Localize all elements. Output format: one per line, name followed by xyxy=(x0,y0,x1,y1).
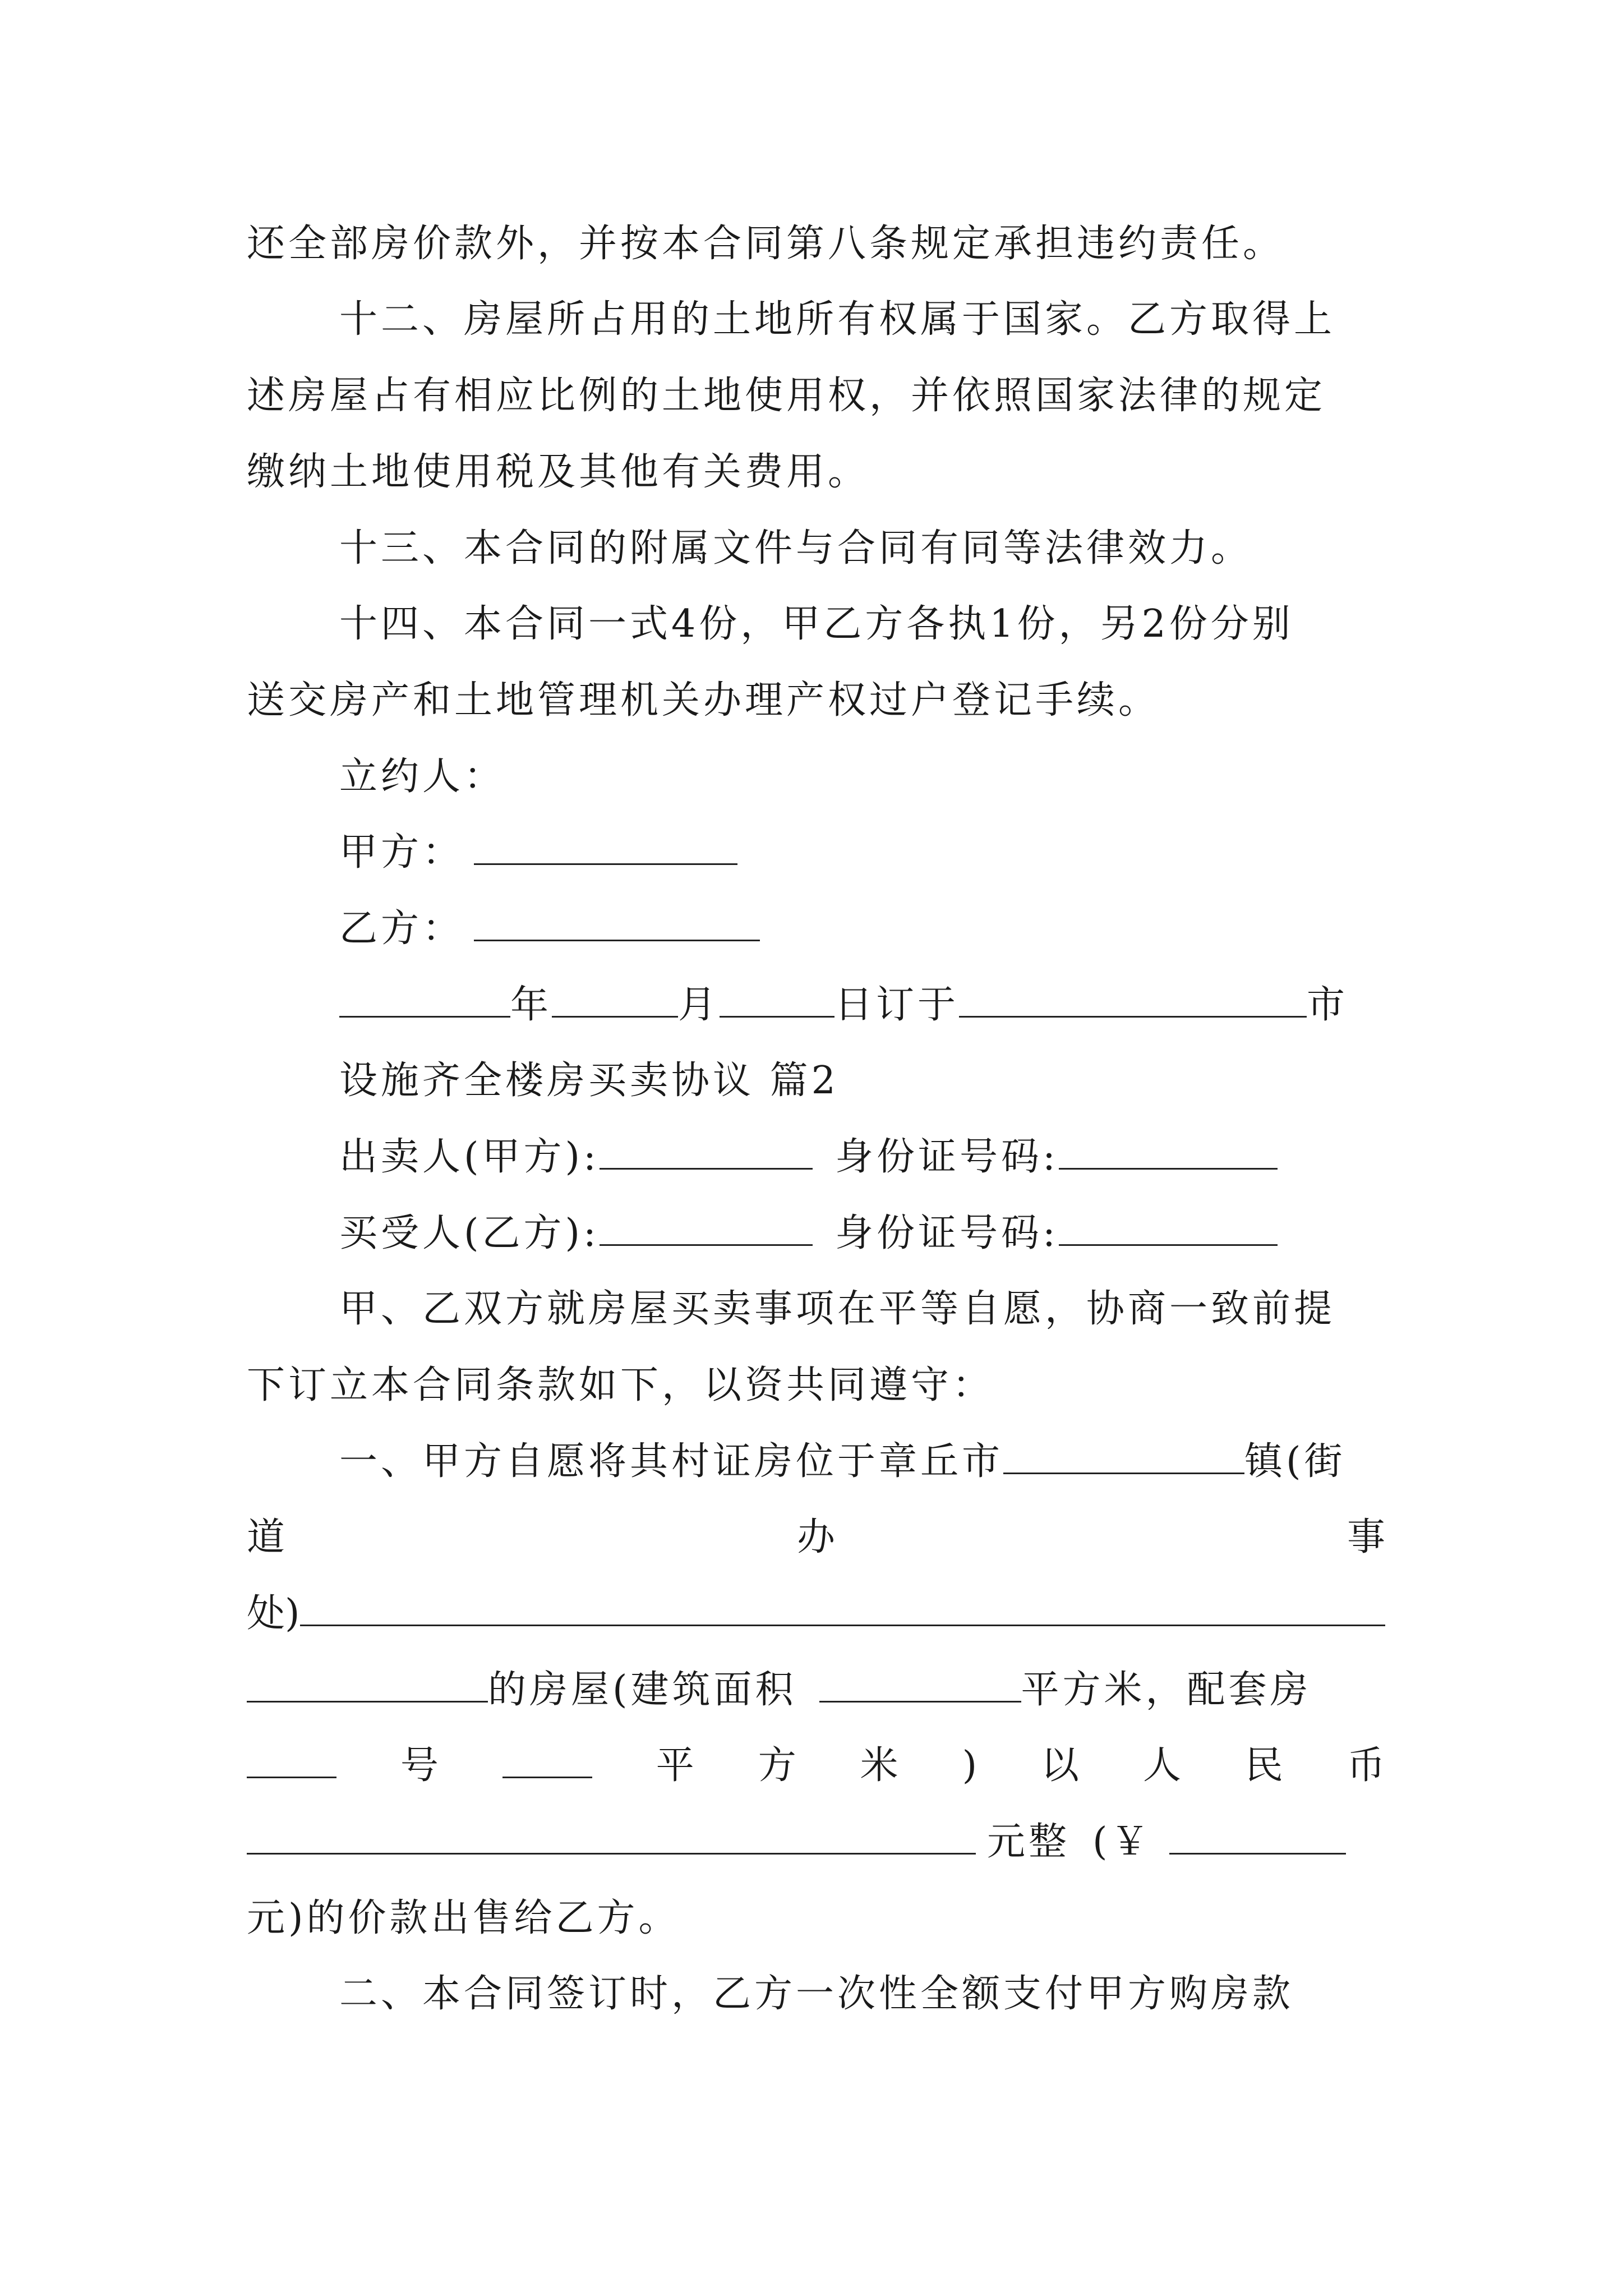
party-a-label: 甲方： xyxy=(339,830,464,875)
clause-fourteen-line-1: 十四、本合同一式4份，甲乙方各执1份，另2份分别 xyxy=(339,602,1294,646)
seller-label: 出卖人(甲方): xyxy=(339,1135,600,1179)
building-area-label: 的房屋(建筑面积 xyxy=(488,1668,797,1712)
clause-fourteen-line-2: 送交房产和土地管理机关办理产权过户登记手续。 xyxy=(247,678,1160,723)
char-chu: 处) xyxy=(247,1591,300,1636)
section-title: 设施齐全楼房买卖协议 篇2 xyxy=(339,1059,839,1103)
clause-one-line-7: 元)的价款出售给乙方。 xyxy=(247,1896,680,1940)
price-in-figures-blank[interactable] xyxy=(1169,1818,1346,1855)
clause-one-line-6 xyxy=(247,1814,1385,1870)
clause-twelve-line-2: 述房屋占有相应比例的土地使用权，并依照国家法律的规定 xyxy=(247,374,1326,418)
area-blank[interactable] xyxy=(819,1666,1021,1703)
month-blank[interactable] xyxy=(552,981,678,1018)
buyer-id-blank[interactable] xyxy=(1059,1209,1278,1246)
char-dao: 道 xyxy=(247,1515,285,1559)
year-blank[interactable] xyxy=(339,981,510,1018)
clause-one-line-1 xyxy=(339,1434,1385,1490)
buyer-name-blank[interactable] xyxy=(600,1209,813,1246)
clause-twelve-line-3: 缴纳土地使用税及其他有关费用。 xyxy=(247,450,870,494)
clause-twelve-line-1: 十二、房屋所占用的土地所有权属于国家。乙方取得上 xyxy=(339,297,1336,342)
char-hao: 号 xyxy=(400,1743,439,1788)
address-blank[interactable] xyxy=(300,1590,1385,1626)
party-b-signature-blank[interactable] xyxy=(474,905,760,941)
town-label: 镇(街 xyxy=(1244,1439,1346,1484)
clause-one-line-4 xyxy=(247,1662,1385,1718)
preamble-line-2: 下订立本合同条款如下，以资共同遵守： xyxy=(247,1363,994,1407)
area-unit-label: 平方米，配套房 xyxy=(1021,1668,1312,1712)
clause-one-line-3 xyxy=(247,1586,1385,1642)
buyer-id-label: 身份证号码: xyxy=(834,1211,1059,1255)
char-shi: 事 xyxy=(1347,1515,1385,1559)
signatories-label: 立约人： xyxy=(339,754,506,799)
day-place-label: 日订于 xyxy=(834,983,960,1027)
yuan-zheng-label: 元整 xyxy=(987,1820,1071,1864)
day-blank[interactable] xyxy=(720,981,834,1018)
paragraph-line: 还全部房价款外，并按本合同第八条规定承担违约责任。 xyxy=(247,222,1285,266)
preamble-line-1: 甲、乙双方就房屋买卖事项在平等自愿，协商一致前提 xyxy=(339,1287,1336,1331)
seller-id-blank[interactable] xyxy=(1059,1133,1278,1170)
clause-two-line-1: 二、本合同签订时，乙方一次性全额支付甲方购房款 xyxy=(339,1972,1294,2016)
month-label: 月 xyxy=(678,983,720,1027)
party-a-signature-blank[interactable] xyxy=(474,829,737,865)
char-ping: 平 xyxy=(656,1743,694,1788)
party-a-signature-row xyxy=(339,825,1385,881)
address-continuation-blank[interactable] xyxy=(247,1666,488,1703)
city-label: 市 xyxy=(1307,983,1349,1027)
char-paren: ) xyxy=(962,1743,978,1788)
char-yi: 以 xyxy=(1041,1743,1080,1788)
place-blank[interactable] xyxy=(959,981,1307,1018)
char-fang: 方 xyxy=(758,1743,796,1788)
ancillary-room-number-blank[interactable] xyxy=(247,1742,336,1778)
char-min: 民 xyxy=(1244,1743,1283,1788)
char-mi: 米 xyxy=(860,1743,898,1788)
party-b-signature-row xyxy=(339,901,1385,957)
seller-id-label: 身份证号码: xyxy=(834,1135,1059,1179)
buyer-label: 买受人(乙方): xyxy=(339,1211,600,1255)
char-bi: 币 xyxy=(1347,1743,1385,1788)
town-blank[interactable] xyxy=(1003,1438,1244,1474)
char-ban: 办 xyxy=(796,1515,835,1559)
ancillary-area-blank[interactable] xyxy=(502,1742,592,1778)
seller-row xyxy=(339,1129,1385,1185)
seller-name-blank[interactable] xyxy=(600,1133,813,1170)
date-place-row xyxy=(339,977,1385,1033)
clause-one-line-5 xyxy=(247,1738,1385,1794)
price-in-words-blank[interactable] xyxy=(247,1818,976,1855)
clause-one-text: 一、甲方自愿将其村证房位于章丘市 xyxy=(339,1439,1004,1484)
rmb-symbol-label: (￥ xyxy=(1092,1820,1152,1864)
year-label: 年 xyxy=(510,983,552,1027)
char-ren: 人 xyxy=(1142,1743,1181,1788)
party-b-label: 乙方： xyxy=(339,907,464,951)
buyer-row xyxy=(339,1205,1385,1262)
clause-one-line-2 xyxy=(247,1510,1385,1566)
clause-thirteen: 十三、本合同的附属文件与合同有同等法律效力。 xyxy=(339,526,1253,570)
